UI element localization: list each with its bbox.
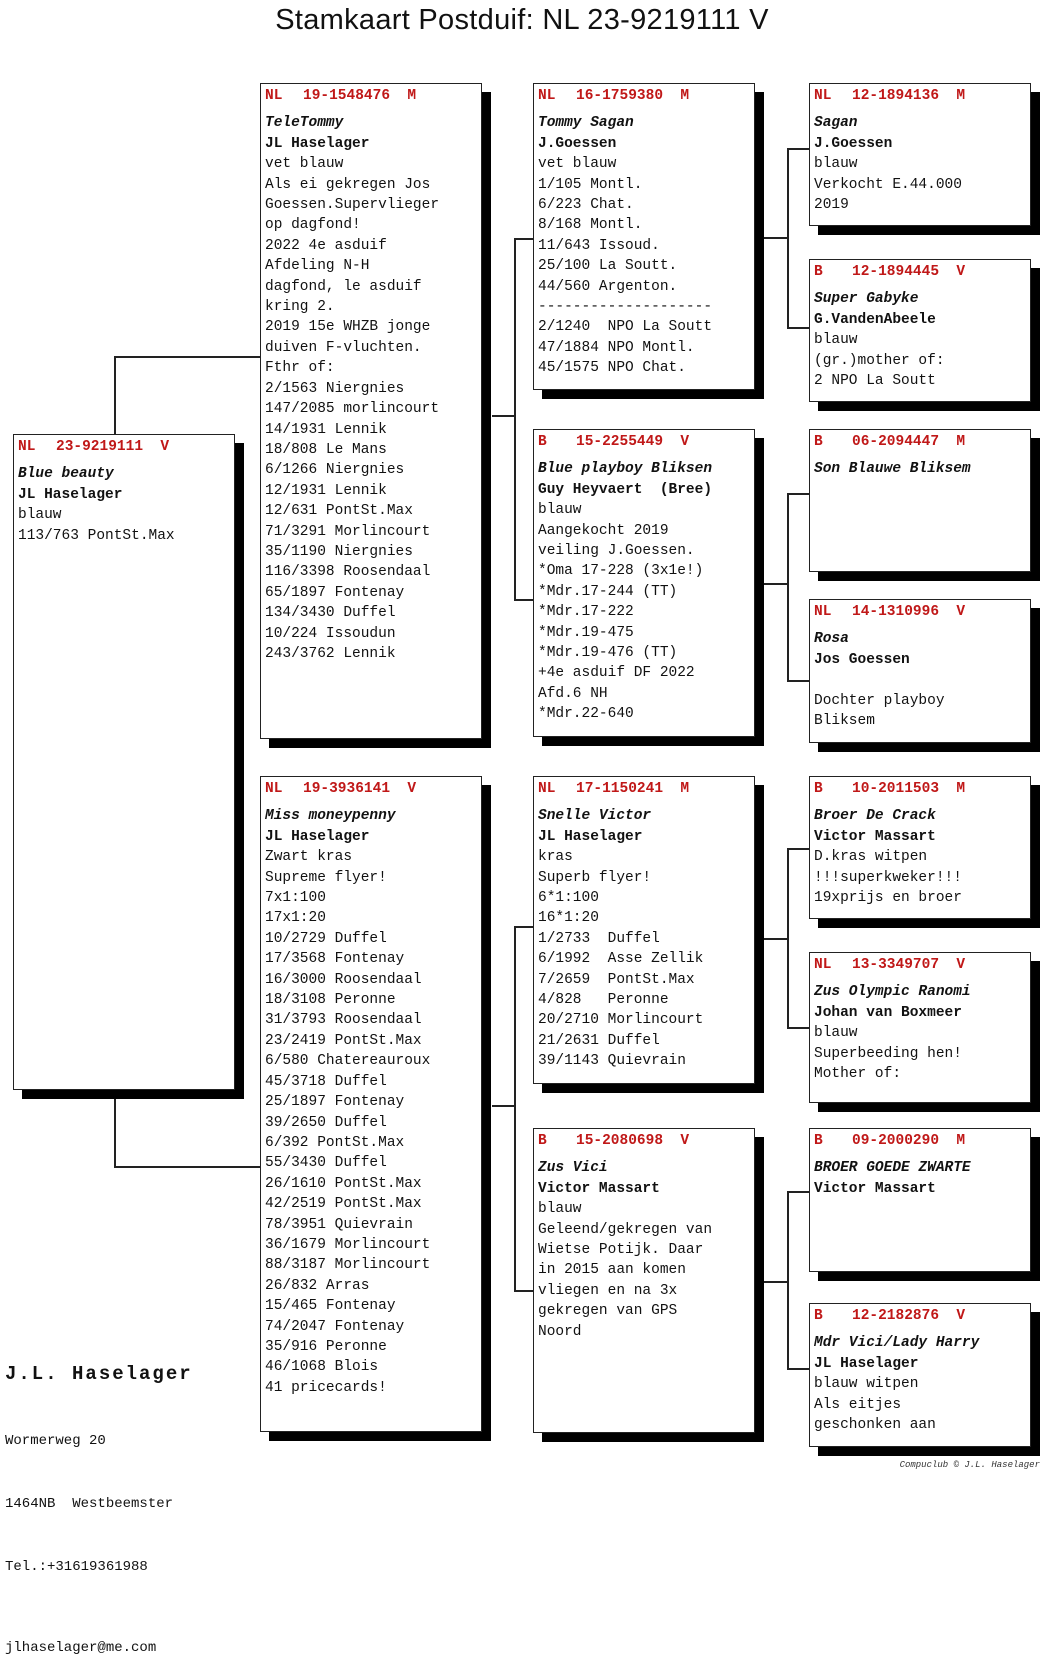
pigeon-detail-line: duiven F-vluchten.	[265, 339, 422, 356]
pigeon-detail-line: gekregen van GPS	[538, 1303, 678, 1320]
pigeon-detail-line: blauw witpen	[814, 1376, 919, 1393]
owner-street: Wormerweg 20	[5, 1433, 106, 1449]
breeder-name: Victor Massart	[814, 1180, 936, 1197]
breeder-name: JL Haselager	[814, 1355, 919, 1372]
footer-credit: Compuclub © J.L. Haselager	[899, 1460, 1040, 1470]
pigeon-detail-line: 147/2085 morlincourt	[265, 401, 440, 418]
pigeon-detail-line: 1/105 Montl.	[538, 176, 643, 193]
pigeon-detail-line: 6/1992 Asse Zellik	[538, 951, 704, 968]
ring-number	[265, 86, 477, 106]
connector-line	[114, 1166, 261, 1168]
ring-number	[265, 779, 477, 799]
country-code: NL	[538, 88, 556, 104]
pigeon-detail-line: op dagfond!	[265, 217, 361, 234]
pigeon-detail-line: 10/2729 Duffel	[265, 930, 387, 947]
sex-marker: V	[680, 434, 690, 450]
sex-marker: V	[160, 439, 170, 455]
connector-line	[787, 680, 810, 682]
pigeon-detail-line: 2/1240 NPO La Soutt	[538, 319, 713, 336]
pigeon-detail-line: *Mdr.17-222	[538, 604, 634, 621]
pigeon-card-mother	[260, 776, 482, 1432]
connector-line	[764, 938, 788, 940]
pigeon-detail-line: 2019 15e WHZB jonge	[265, 319, 431, 336]
pigeon-detail-line: *Mdr.19-476 (TT)	[538, 645, 678, 662]
pigeon-detail-line: Superbeeding hen!	[814, 1045, 962, 1062]
pigeon-name: Sagan	[814, 115, 858, 132]
connector-line	[514, 599, 535, 601]
sex-marker: M	[680, 88, 690, 104]
pigeon-detail-line: 17x1:20	[265, 910, 326, 927]
ring-id: 15-2255449	[576, 434, 664, 450]
ring-number	[538, 432, 750, 452]
pigeon-name: Snelle Victor	[538, 808, 652, 825]
pigeon-detail-line: 19xprijs en broer	[814, 890, 962, 907]
pigeon-name: Super Gabyke	[814, 291, 919, 308]
ring-number	[538, 86, 750, 106]
pigeon-detail-line: 74/2047 Fontenay	[265, 1318, 405, 1335]
pigeon-name: Broer De Crack	[814, 808, 936, 825]
pigeon-card-mother-father	[533, 776, 755, 1084]
pigeon-detail-line: Fthr of:	[265, 360, 335, 377]
connector-line	[492, 1105, 515, 1107]
pigeon-detail-line: Geleend/gekregen van	[538, 1221, 713, 1238]
pigeon-detail-line: geschonken aan	[814, 1417, 936, 1434]
ring-id: 19-1548476	[303, 88, 391, 104]
connector-line	[514, 926, 535, 928]
pigeon-detail-line: 8/168 Montl.	[538, 217, 643, 234]
pigeon-detail-line: 36/1679 Morlincourt	[265, 1236, 431, 1253]
breeder-name: JL Haselager	[538, 828, 643, 845]
pigeon-detail-line: 45/3718 Duffel	[265, 1073, 387, 1090]
ring-number	[814, 432, 1026, 452]
pigeon-detail-line: 39/1143 Quievrain	[538, 1053, 686, 1070]
pigeon-name: TeleTommy	[265, 115, 344, 132]
pigeon-name: Blue playboy Bliksen	[538, 461, 713, 478]
pigeon-detail-line: Wietse Potijk. Daar	[538, 1242, 704, 1259]
pigeon-detail-line: 35/916 Peronne	[265, 1338, 387, 1355]
pigeon-detail-line: kras	[538, 849, 573, 866]
connector-line	[764, 237, 788, 239]
sex-marker: M	[407, 88, 417, 104]
pigeon-detail-line: Verkocht E.44.000	[814, 176, 962, 193]
ring-id: 23-9219111	[56, 439, 144, 455]
country-code: B	[814, 1308, 823, 1324]
pigeon-name: Son Blauwe Bliksem	[814, 461, 971, 478]
country-code: NL	[18, 439, 36, 455]
pigeon-detail-line: Dochter playboy	[814, 692, 945, 709]
pigeon-detail-line: 6/223 Chat.	[538, 197, 634, 214]
pigeon-detail-line: vet blauw	[265, 156, 344, 173]
pigeon-detail-line: 47/1884 NPO Montl.	[538, 339, 695, 356]
pigeon-detail-line: 6/580 Chatereauroux	[265, 1053, 431, 1070]
connector-line	[787, 1191, 789, 1369]
ring-number	[814, 779, 1026, 799]
sex-marker: V	[956, 604, 966, 620]
pigeon-card-father	[260, 83, 482, 739]
breeder-name: Johan van Boxmeer	[814, 1004, 962, 1021]
pigeon-detail-line: *Oma 17-228 (3x1e!)	[538, 563, 704, 580]
breeder-name: Guy Heyvaert (Bree)	[538, 481, 713, 498]
owner-phone: Tel.:+31619361988	[5, 1559, 148, 1575]
connector-line	[787, 148, 810, 150]
sex-marker: M	[956, 781, 966, 797]
pigeon-detail-line: 42/2519 PontSt.Max	[265, 1196, 422, 1213]
pigeon-detail-line: *Mdr.22-640	[538, 706, 634, 723]
pigeon-detail-line: 2 NPO La Soutt	[814, 373, 936, 390]
pigeon-detail-line: 41 pricecards!	[265, 1379, 387, 1396]
country-code: B	[538, 434, 547, 450]
pigeon-detail-line: Superb flyer!	[538, 869, 652, 886]
pigeon-detail-line: 31/3793 Roosendaal	[265, 1012, 422, 1029]
pigeon-name: Rosa	[814, 631, 849, 648]
pigeon-detail-line: 26/832 Arras	[265, 1277, 370, 1294]
pigeon-detail-line: 44/560 Argenton.	[538, 278, 678, 295]
owner-city: 1464NB Westbeemster	[5, 1496, 174, 1512]
sex-marker: V	[680, 1133, 690, 1149]
pigeon-detail-line: 20/2710 Morlincourt	[538, 1012, 704, 1029]
pigeon-detail-line: 39/2650 Duffel	[265, 1114, 387, 1131]
pigeon-detail-line: Aangekocht 2019	[538, 522, 669, 539]
pigeon-detail-line: vliegen en na 3x	[538, 1282, 678, 1299]
pigeon-detail-line: Mother of:	[814, 1066, 902, 1083]
country-code: B	[814, 264, 823, 280]
pigeon-detail-line: +4e asduif DF 2022	[538, 665, 695, 682]
pigeon-detail-line: 15/465 Fontenay	[265, 1298, 396, 1315]
pigeon-card-father-father	[533, 83, 755, 390]
connector-line	[764, 1281, 788, 1283]
country-code: NL	[265, 781, 283, 797]
ring-id: 12-1894136	[852, 88, 940, 104]
breeder-name: Victor Massart	[538, 1180, 660, 1197]
pigeon-detail-line: 2/1563 Niergnies	[265, 380, 405, 397]
owner-info	[5, 1322, 193, 1680]
ring-id: 12-1894445	[852, 264, 940, 280]
pigeon-detail-line: 25/1897 Fontenay	[265, 1094, 405, 1111]
country-code: NL	[814, 604, 832, 620]
breeder-name: Jos Goessen	[814, 651, 910, 668]
pigeon-detail-line: D.kras witpen	[814, 849, 928, 866]
pigeon-detail-line: blauw	[18, 507, 62, 524]
breeder-name: G.VandenAbeele	[814, 311, 936, 328]
sex-marker: M	[956, 88, 966, 104]
country-code: B	[814, 1133, 823, 1149]
ring-number	[538, 779, 750, 799]
pigeon-detail-line: Afdeling N-H	[265, 258, 370, 275]
owner-name: J.L. Haselager	[5, 1363, 193, 1385]
connector-line	[514, 1290, 535, 1292]
ring-id: 10-2011503	[852, 781, 940, 797]
sex-marker: V	[956, 957, 966, 973]
pigeon-detail-line: 55/3430 Duffel	[265, 1155, 387, 1172]
pigeon-card-father-mother	[533, 429, 755, 737]
pigeon-detail-line: 71/3291 Morlincourt	[265, 523, 431, 540]
pigeon-detail-line: 6*1:100	[538, 890, 599, 907]
pigeon-detail-line: *Mdr.19-475	[538, 624, 634, 641]
pigeon-detail-line: blauw	[814, 156, 858, 173]
pigeon-card-mmm	[809, 1303, 1031, 1447]
pigeon-detail-line: 7/2659 PontSt.Max	[538, 971, 695, 988]
pigeon-card-self	[13, 434, 235, 1090]
sex-marker: M	[956, 1133, 966, 1149]
pigeon-detail-line: --------------------	[538, 299, 713, 316]
connector-line	[787, 848, 810, 850]
pigeon-detail-line: 35/1190 Niergnies	[265, 543, 413, 560]
ring-id: 15-2080698	[576, 1133, 664, 1149]
pigeon-detail-line: blauw	[538, 1201, 582, 1218]
pigeon-detail-line: 78/3951 Quievrain	[265, 1216, 413, 1233]
pigeon-name: Zus Olympic Ranomi	[814, 984, 971, 1001]
pigeon-detail-line: blauw	[814, 332, 858, 349]
pigeon-detail-line: 10/224 Issoudun	[265, 625, 396, 642]
pigeon-name: Mdr Vici/Lady Harry	[814, 1335, 980, 1352]
pigeon-detail-line: 18/3108 Peronne	[265, 992, 396, 1009]
pigeon-detail-line: Als ei gekregen Jos	[265, 176, 431, 193]
connector-line	[787, 148, 789, 328]
connector-line	[514, 238, 516, 600]
pigeon-detail-line: 25/100 La Soutt.	[538, 258, 678, 275]
pigeon-detail-line: 65/1897 Fontenay	[265, 584, 405, 601]
ring-id: 19-3936141	[303, 781, 391, 797]
pigeon-detail-line: 26/1610 PontSt.Max	[265, 1175, 422, 1192]
pigeon-detail-line: 17/3568 Fontenay	[265, 951, 405, 968]
pigeon-detail-line: 12/1931 Lennik	[265, 482, 387, 499]
pigeon-detail-line: blauw	[814, 1025, 858, 1042]
pigeon-detail-line: *Mdr.17-244 (TT)	[538, 583, 678, 600]
pigeon-detail-line: 4/828 Peronne	[538, 992, 669, 1009]
breeder-name: JL Haselager	[18, 486, 123, 503]
pigeon-detail-line: vet blauw	[538, 156, 617, 173]
connector-line	[492, 415, 515, 417]
connector-line	[787, 493, 810, 495]
country-code: NL	[814, 88, 832, 104]
pigeon-detail-line: 23/2419 PontSt.Max	[265, 1032, 422, 1049]
pigeon-detail-line: Noord	[538, 1323, 582, 1340]
ring-number	[814, 262, 1026, 282]
sex-marker: M	[680, 781, 690, 797]
pigeon-detail-line: 6/392 PontSt.Max	[265, 1134, 405, 1151]
pigeon-card-fmf	[809, 429, 1031, 572]
pigeon-card-fff	[809, 83, 1031, 226]
ring-id: 13-3349707	[852, 957, 940, 973]
connector-line	[114, 356, 116, 435]
ring-number	[814, 1131, 1026, 1151]
pigeon-detail-line: kring 2.	[265, 299, 335, 316]
ring-number	[18, 437, 230, 457]
pigeon-detail-line: 116/3398 Roosendaal	[265, 564, 431, 581]
pigeon-detail-line: Zwart kras	[265, 849, 353, 866]
breeder-name: JL Haselager	[265, 828, 370, 845]
breeder-name: J.Goessen	[814, 135, 893, 152]
connector-line	[787, 1191, 810, 1193]
breeder-name	[814, 480, 1026, 500]
pigeon-detail-line: blauw	[538, 502, 582, 519]
connector-line	[787, 327, 810, 329]
pigeon-detail-line: 46/1068 Blois	[265, 1359, 379, 1376]
pigeon-card-mmf	[809, 1128, 1031, 1272]
sex-marker: V	[407, 781, 417, 797]
pigeon-detail-line: Supreme flyer!	[265, 869, 387, 886]
pigeon-detail-line: 113/763 PontSt.Max	[18, 527, 175, 544]
ring-id: 14-1310996	[852, 604, 940, 620]
pigeon-detail-line: Goessen.Supervlieger	[265, 197, 440, 214]
connector-line	[514, 926, 516, 1291]
connector-line	[787, 493, 789, 681]
breeder-name: Victor Massart	[814, 828, 936, 845]
pigeon-name: Blue beauty	[18, 466, 114, 483]
connector-line	[114, 356, 261, 358]
pigeon-name: BROER GOEDE ZWARTE	[814, 1160, 971, 1177]
pigeon-detail-line: 45/1575 NPO Chat.	[538, 360, 686, 377]
pigeon-detail-line: 7x1:100	[265, 890, 326, 907]
ring-number	[814, 955, 1026, 975]
country-code: NL	[265, 88, 283, 104]
pigeon-card-mff	[809, 776, 1031, 919]
pigeon-detail-line: (gr.)mother of:	[814, 352, 945, 369]
country-code: B	[538, 1133, 547, 1149]
pigeon-card-ffm	[809, 259, 1031, 402]
connector-line	[514, 238, 535, 240]
ring-id: 16-1759380	[576, 88, 664, 104]
pigeon-detail-line: 1/2733 Duffel	[538, 930, 660, 947]
owner-email: jlhaselager@me.com	[5, 1640, 157, 1656]
country-code: B	[814, 781, 823, 797]
country-code: NL	[538, 781, 556, 797]
ring-id: 17-1150241	[576, 781, 664, 797]
pigeon-detail-line: 16*1:20	[538, 910, 599, 927]
connector-line	[114, 1098, 116, 1167]
page-title: Stamkaart Postduif: NL 23-9219111 V	[275, 4, 769, 36]
ring-number	[814, 1306, 1026, 1326]
pigeon-detail-line: 14/1931 Lennik	[265, 421, 387, 438]
connector-line	[787, 1368, 810, 1370]
pigeon-detail-line: 243/3762 Lennik	[265, 645, 396, 662]
breeder-name: JL Haselager	[265, 135, 370, 152]
ring-id: 06-2094447	[852, 434, 940, 450]
pigeon-detail-line: 134/3430 Duffel	[265, 605, 396, 622]
pigeon-name: Miss moneypenny	[265, 808, 396, 825]
pigeon-detail-line: 2022 4e asduif	[265, 237, 387, 254]
pigeon-detail-line	[814, 670, 1026, 690]
breeder-name: J.Goessen	[538, 135, 617, 152]
pigeon-detail-line: 6/1266 Niergnies	[265, 462, 405, 479]
connector-line	[764, 583, 788, 585]
connector-line	[787, 1027, 810, 1029]
pigeon-detail-line: 21/2631 Duffel	[538, 1032, 660, 1049]
pigeon-detail-line: 12/631 PontSt.Max	[265, 503, 413, 520]
sex-marker: M	[956, 434, 966, 450]
pigeon-detail-line: in 2015 aan komen	[538, 1262, 686, 1279]
pigeon-card-mfm	[809, 952, 1031, 1103]
pigeon-name: Tommy Sagan	[538, 115, 634, 132]
pigeon-detail-line: !!!superkweker!!!	[814, 869, 962, 886]
sex-marker: V	[956, 264, 966, 280]
pigeon-detail-line: 88/3187 Morlincourt	[265, 1257, 431, 1274]
connector-line	[787, 848, 789, 1028]
ring-number	[814, 602, 1026, 622]
sex-marker: V	[956, 1308, 966, 1324]
ring-id: 09-2000290	[852, 1133, 940, 1149]
country-code: NL	[814, 957, 832, 973]
country-code: B	[814, 434, 823, 450]
pigeon-card-mother-mother	[533, 1128, 755, 1433]
pigeon-detail-line: 16/3000 Roosendaal	[265, 971, 422, 988]
pigeon-card-fmm	[809, 599, 1031, 743]
pigeon-detail-line: Afd.6 NH	[538, 685, 608, 702]
pigeon-detail-line: 2019	[814, 197, 849, 214]
ring-number	[814, 86, 1026, 106]
pigeon-detail-line: Bliksem	[814, 713, 875, 730]
pigeon-detail-line: dagfond, le asduif	[265, 278, 422, 295]
pigeon-name: Zus Vici	[538, 1160, 608, 1177]
pigeon-detail-line: veiling J.Goessen.	[538, 543, 695, 560]
ring-id: 12-2182876	[852, 1308, 940, 1324]
pigeon-detail-line: Als eitjes	[814, 1396, 902, 1413]
ring-number	[538, 1131, 750, 1151]
pigeon-detail-line: 11/643 Issoud.	[538, 237, 660, 254]
pigeon-detail-line: 18/808 Le Mans	[265, 441, 387, 458]
